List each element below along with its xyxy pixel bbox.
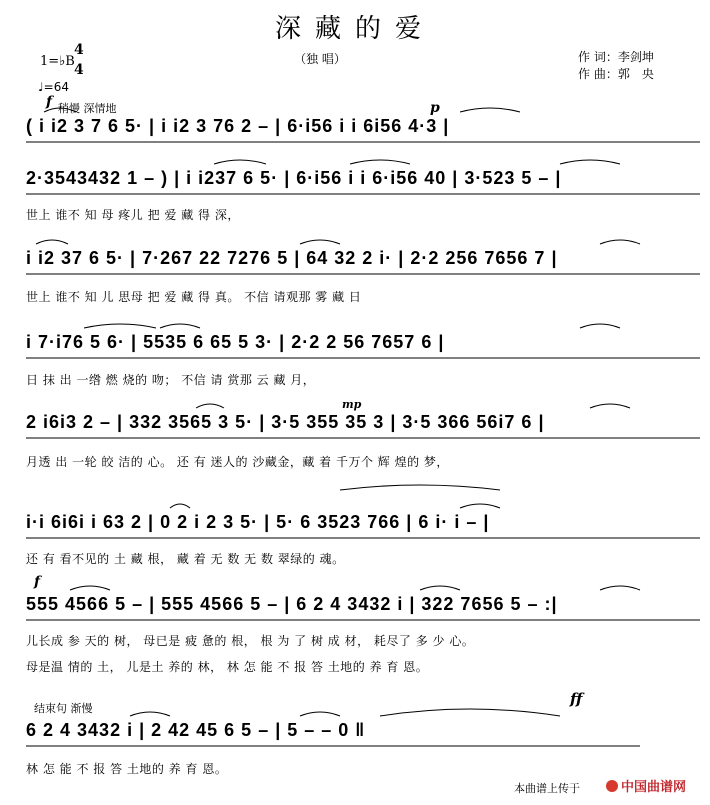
time-signature-top: 4 [74, 42, 84, 58]
lyricist-credit: 作 词：李剑坤 [578, 50, 654, 64]
dynamic-fortissimo: ff [570, 690, 583, 708]
song-title: 深藏的爱 [274, 14, 435, 44]
tempo-marking: ♩=64 [38, 80, 69, 94]
score-line-7-lyrics-verse-2: 母是温 情的 土， 儿是土 养的 林， 林 怎 能 不 报 答 土地的 养 育 恩。 [26, 660, 429, 674]
ending-expression: 结束句 渐慢 [34, 702, 93, 715]
composer-credit: 作 曲：郭 央 [578, 67, 654, 81]
score-line-5-notes: 2 i6i3 2 – | 332 3565 3 5· | 3·5 355 35 3 | 3·5 366 56i7 6 | [26, 412, 545, 432]
key-signature: 1=♭B [40, 54, 75, 69]
site-logo-icon [606, 780, 618, 792]
dynamic-piano: p [430, 100, 440, 116]
score-line-8-notes: 6 2 4 3432 i | 2 42 45 6 5 – | 5 – – 0 ‖ [26, 720, 366, 740]
expression-marking: 稍慢 深情地 [58, 102, 117, 115]
score-line-8-lyrics: 林 怎 能 不 报 答 土地的 养 育 恩。 [26, 762, 228, 776]
site-logo[interactable] [606, 776, 686, 795]
score-line-4-notes: i 7·i76 5 6· | 5535 6 65 5 3· | 2·2 2 56 7657 6 | [26, 332, 445, 352]
score-line-2-notes: 2·3543432 1 – ) | i i237 6 5· | 6·i56 i i 6·i56 40 | 3·523 5 – | [26, 168, 562, 188]
upload-source-note: 本曲谱上传于 [514, 782, 580, 795]
dynamic-forte-section: f [34, 574, 41, 590]
score-line-6-notes: i·i 6i6i i 63 2 | 0 2 i 2 3 5· | 5· 6 3523 766 | 6 i· i – | [26, 512, 490, 532]
score-line-4-lyrics: 日 抹 出 一绺 燃 烧的 吻； 不信 请 赏那 云 藏 月， [26, 373, 316, 387]
performance-type: （独 唱） [294, 52, 346, 66]
dynamic-mezzo-piano: mp [342, 398, 362, 411]
score-line-2-lyrics: 世上 谁不 知 母 疼儿 把 爱 藏 得 深， [26, 208, 240, 222]
score-line-3-lyrics: 世上 谁不 知 儿 思母 把 爱 藏 得 真。 不信 请观那 雾 藏 日 [26, 290, 362, 304]
score-line-3-notes: i i2 37 6 5· | 7·267 22 7276 5 | 64 32 2 i· | 2·2 256 7656 7 | [26, 248, 558, 268]
dynamic-forte-start: f [46, 94, 53, 110]
time-signature-bottom: 4 [74, 62, 84, 78]
score-line-1-notes: ( i i2 3 7 6 5· | i i2 3 76 2 – | 6·i56 i i 6i56 4·3 | [26, 116, 450, 136]
score-line-6-lyrics: 还 有 看不见的 土 藏 根， 藏 着 无 数 无 数 翠绿的 魂。 [26, 552, 345, 566]
site-logo-text: 中国曲谱网 [621, 779, 687, 794]
score-line-7-lyrics-verse-1: 儿长成 参 天的 树， 母已是 疲 惫的 根， 根 为 了 树 成 材， 耗尽了 多 少 心。 [26, 634, 475, 648]
score-line-5-lyrics: 月透 出 一轮 皎 洁的 心。 还 有 迷人的 沙藏金，藏 着 千万个 辉 煌的 梦， [26, 455, 449, 469]
score-line-7-notes: 555 4566 5 – | 555 4566 5 – | 6 2 4 3432 i | 322 7656 5 – :| [26, 594, 558, 614]
